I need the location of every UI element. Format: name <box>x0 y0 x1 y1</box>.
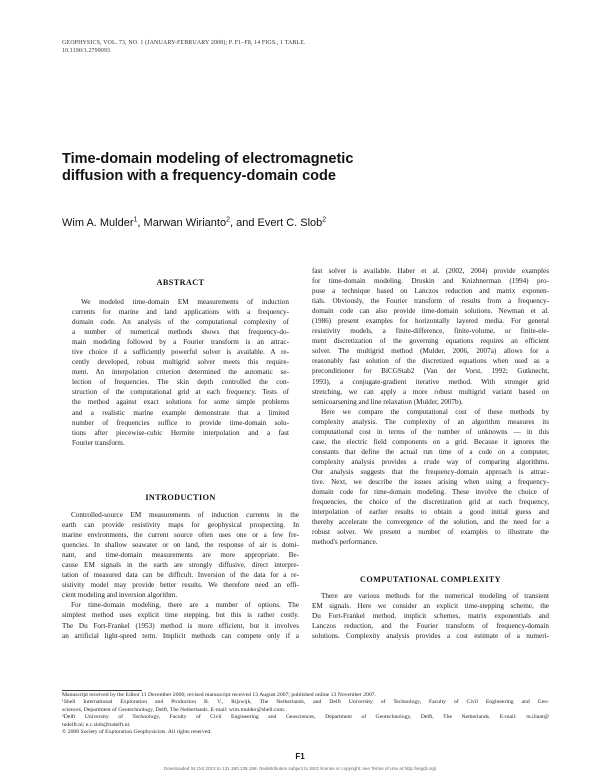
abstract-box <box>62 268 299 465</box>
body-line: Du Fort-Frankel method, implicit schemes, matrix exponentials and <box>312 612 549 621</box>
footnote-line: tudelft.nl; e.c.slob@tudelft.nl. <box>62 721 131 728</box>
body-line: (1986) present examples for horizontally layered media. For general <box>312 317 549 326</box>
abstract-line: tions after piecewise-cubic Hermite interpolation and a fast <box>72 428 289 437</box>
introduction-heading: INTRODUCTION <box>145 493 216 502</box>
body-line: robust solver. We present a number of examples to illustrate the <box>312 528 549 537</box>
intro-line: cient modeling and inversion algorithm. <box>62 591 178 600</box>
intro-line: Controlled-source EM measurements of induction currents in the <box>71 511 299 519</box>
abstract-line: tive choice if a sufficiently powerful solver is available. A re- <box>72 348 289 357</box>
body-line: reasonably fast solution of the discretized equations when used as a <box>312 357 549 366</box>
body-line: frequencies, the choice of the discretization grid at each frequency, <box>312 498 549 507</box>
abstract-line: Fourier transform. <box>72 438 125 447</box>
footnotes <box>62 692 549 736</box>
page-number: F1 <box>295 752 305 761</box>
body-line: interpolation of earlier results to obtain a good initial guess and <box>312 508 549 517</box>
body-line: preconditioner for BiCGStab2 (Van der Vorst, 1992; Gutknecht, <box>312 367 549 376</box>
intro-line: simplest method uses explicit time stepping, but this is rather costly. <box>62 611 299 620</box>
computational-complexity-heading: COMPUTATIONAL COMPLEXITY <box>360 575 501 584</box>
abstract-line: the method against exact solutions for some simple problems <box>72 398 289 407</box>
body-line: semicoarsening and line relaxation (Mulder, 2007b). <box>312 397 463 406</box>
abstract-line: main modeling followed by a Fourier transform is an attrac- <box>72 338 289 347</box>
journal-header <box>62 40 342 55</box>
body-line: domain code can also provide time-domain solutions. Newman et al. <box>312 307 549 316</box>
body-line: constants that define the actual run time of a code on a computer, <box>312 447 549 456</box>
footnote-divider <box>62 690 142 691</box>
body-line: EM signals. Here we consider an explicit time-stepping scheme, the <box>312 602 549 611</box>
footnote-line: © 2008 Society of Exploration Geophysicists. All rights reserved. <box>62 728 212 735</box>
body-line: complexity analysis provides a crude way of comparing algorithms. <box>312 457 549 466</box>
intro-line: tation of measured data can be difficult. Inversion of the data for a re- <box>62 571 299 580</box>
intro-line: sistivity model may provide better results. We therefore need an effi- <box>62 581 299 590</box>
author-list <box>62 217 542 230</box>
footnote-line: ²Delft University of Technology, Faculty of Civil Engineering and Geosciences, Department of Geotechnology, Delft, The Netherlands. E-mail: m.iliant@ <box>62 714 549 721</box>
intro-line: earth can provide resistivity maps for geophysical prospecting. In <box>62 521 299 530</box>
abstract-line: cently developed, robust multigrid solver meets this require- <box>72 358 289 367</box>
author-2: , Marwan Wirianto <box>137 217 227 229</box>
body-line: Lanczos reduction, and the Fourier transform of frequency-domain <box>312 622 549 631</box>
body-line: pose a technique based on Lanczos reduction and matrix exponen- <box>312 287 549 296</box>
body-line: Here we compare the computational cost of these methods by <box>321 407 549 416</box>
journal-line: GEOPHYSICS, VOL. 73, NO. 1 (JANUARY-FEBRUARY 2008); P. F1–F8, 14 FIGS., 1 TABLE. <box>62 40 306 46</box>
abstract-text <box>72 297 289 448</box>
download-notice: Downloaded 04 Oct 2012 to 131.180.135.198. Redistribution subject to SEG license or copyright; see Terms of Use at http://segdl.org/ <box>163 766 437 771</box>
intro-line: nant, and time-domain measurements are more appropriate. Be- <box>62 551 299 560</box>
body-line: resistivity models, a finite-difference, finite-volume, or finite-ele- <box>312 327 549 336</box>
computational-complexity-text <box>312 591 549 641</box>
body-line: ment discretization of the governing equations requires an efficient <box>312 337 549 346</box>
body-line: solutions. Complexity analysis provides a cost estimate of a numeri- <box>312 632 549 641</box>
right-column-text <box>312 266 549 547</box>
paper-title <box>62 151 482 185</box>
abstract-line: and a realistic marine example demonstrate that a limited <box>72 408 289 417</box>
intro-line: cause EM signals in the earth are strongly diffusive, direct interpre- <box>62 561 299 570</box>
body-line: solver. The multigrid method (Mulder, 2006, 2007a) allows for a <box>312 347 549 356</box>
body-line: fast solver is available. Haber et al. (2002, 2004) provide examples <box>312 267 549 275</box>
footnote-line: Manuscript received by the Editor 11 December 2006; revised manuscript received 13 August 2007; published online 13 November 2007. <box>62 692 376 698</box>
body-line: computational cost in terms of the number of unknowns — in this <box>312 427 549 436</box>
intro-line: quencies. In shallow seawater or on land, the response of air is domi- <box>62 541 299 550</box>
footnote-line: sciences, Department of Geotechnology, Delft, The Netherlands. E-mail: wim.mulder@shell.com. <box>62 706 286 713</box>
body-line: stretching, we can apply a more robust multigrid variant based on <box>312 387 549 396</box>
abstract-line: number of frequencies suffice to provide time-domain solu- <box>72 418 289 427</box>
abstract-line: currents for marine and land applications with a frequency- <box>72 308 289 317</box>
author-3: , and Evert C. Slob <box>229 217 323 229</box>
author-2-affiliation: 2 <box>226 216 230 224</box>
body-line: complexity analysis. The complexity of an algorithm measures its <box>312 417 549 426</box>
abstract-line: ment. An interpolation criterion determined the automatic se- <box>72 368 289 377</box>
introduction-text <box>62 510 299 641</box>
abstract-line: domain code. An analysis of the computational complexity of <box>72 318 289 327</box>
abstract-line: We modeled time-domain EM measurements of induction <box>81 298 289 306</box>
doi-line: 10.1190/1.2799093 <box>62 47 111 54</box>
title-line-2: diffusion with a frequency-domain code <box>62 168 336 184</box>
footnote-line: ¹Shell International Exploration and Production B. V., Rijswijk, The Netherlands, and Delft University of Technology, Faculty of Civil Engineering and Geo- <box>62 699 549 706</box>
body-line: 1993), a conjugate-gradient iterative method. With stronger grid <box>312 377 549 386</box>
body-line: There are various methods for the numerical modeling of transient <box>321 592 549 600</box>
body-line: tive. Next, we describe the issues arising when using a frequency- <box>312 477 549 486</box>
author-1-affiliation: 1 <box>133 216 138 224</box>
author-3-affiliation: 2 <box>322 216 327 224</box>
intro-line: marine environments, the current source often uses one or a few fre- <box>62 531 299 540</box>
author-1: Wim A. Mulder <box>62 217 134 229</box>
intro-line: The Du Fort-Frankel (1953) method is more efficient, but it involves <box>62 621 299 630</box>
body-line: tials. Obviously, the Fourier transform of results from a frequency- <box>312 297 549 306</box>
abstract-line: struction of the computational grid at each frequency. Tests of <box>72 388 289 397</box>
body-line: for time-domain modeling. Druskin and Knizhnerman (1994) pro- <box>312 277 549 286</box>
body-line: thereby accelerate the convergence of the solution, and the need for a <box>312 518 549 527</box>
abstract-heading: ABSTRACT <box>156 278 205 287</box>
title-line-1: Time-domain modeling of electromagnetic <box>62 151 354 167</box>
body-line: Our analysis suggests that the frequency-domain approach is attrac- <box>312 467 549 476</box>
intro-line: an artificial light-speed term. Implicit methods can compete only if a <box>62 631 299 640</box>
body-line: case, the electric field components on a grid. Because it ignores the <box>312 437 549 446</box>
abstract-line: lection of frequencies. The skin depth controlled the con- <box>72 378 289 387</box>
abstract-line: a number of numerical methods shows that frequency-do- <box>72 328 289 337</box>
body-line: domain code for time-domain modeling. These involve the choice of <box>312 488 549 497</box>
intro-line: For time-domain modeling, there are a number of options. The <box>71 601 299 610</box>
body-line: method's performance. <box>312 538 378 547</box>
